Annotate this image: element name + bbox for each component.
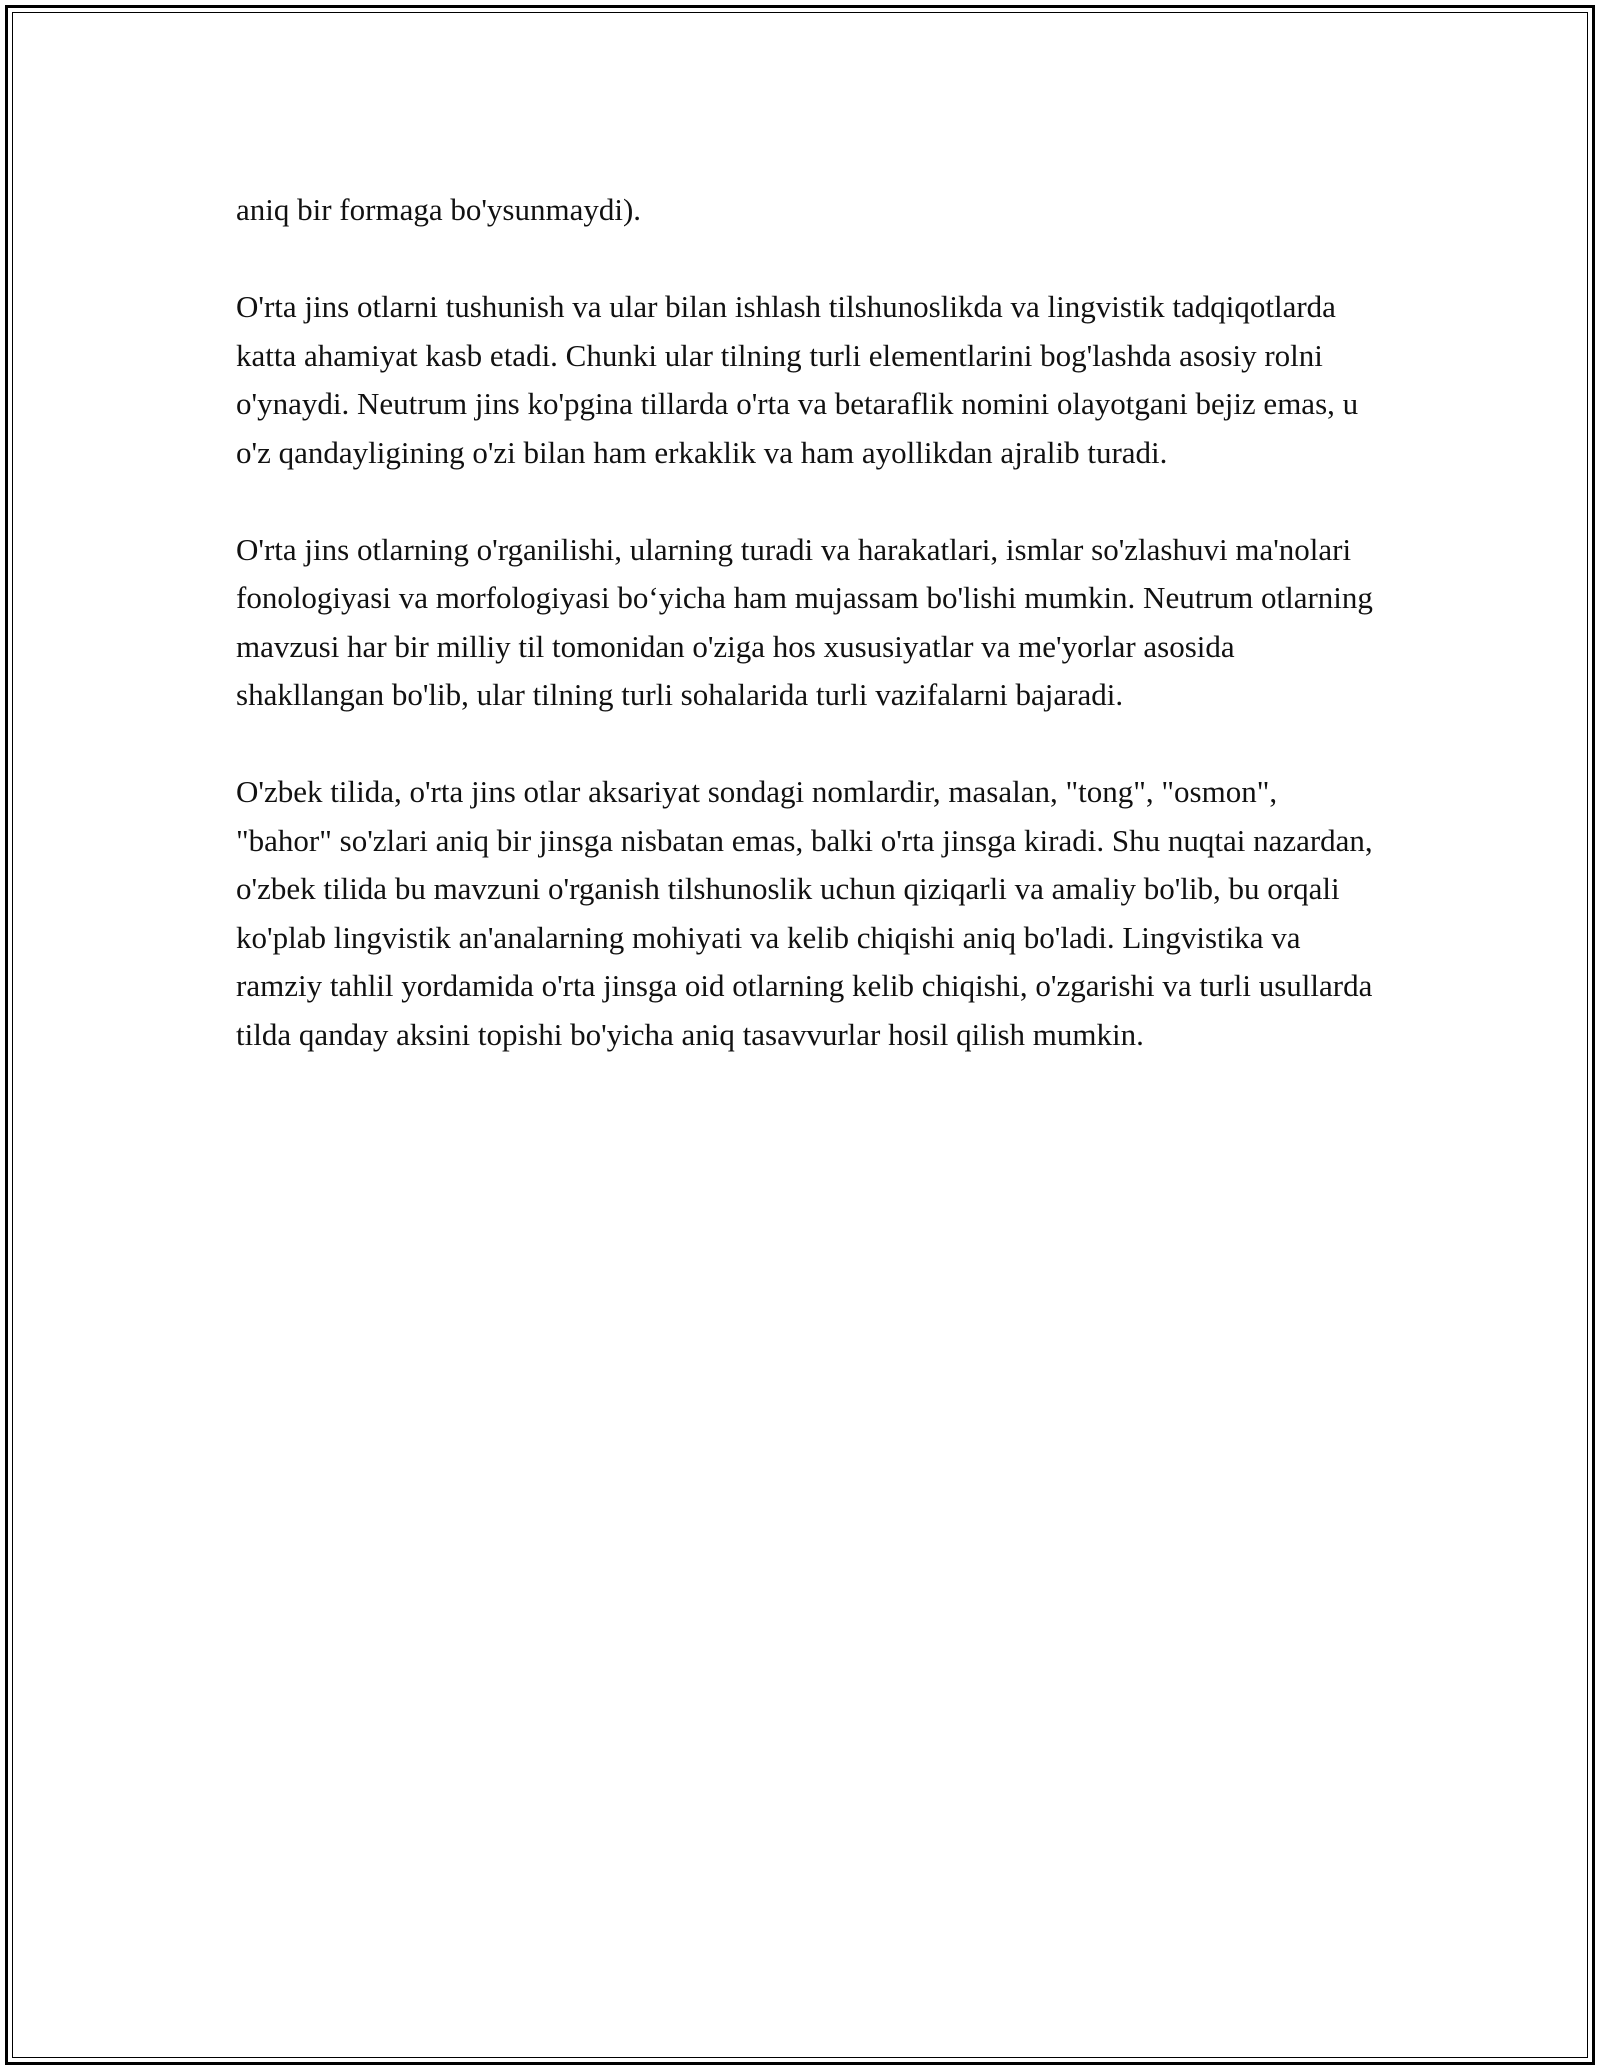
paragraph-4: O'zbek tilida, o'rta jins otlar aksariyat sondagi nomlardir, masalan, "tong", "osmon", "bahor" so'zlari aniq bir jinsga nisbatan emas, balki o'rta jinsga kiradi. Shu nuqtai nazardan, o'zbek tilida bu mavzuni o'rganish tilshunoslik uchun qiziqarli va amaliy bo'lib, bu orqali ko'plab lingvistik an'analarning mohiyati va kelib chiqishi aniq bo'ladi. Lingvistika va ramziy tahlil yordamida o'rta jinsga oid otlarning kelib chiqishi, o'zgarishi va turli usullarda tilda qanday aksini topishi bo'yicha aniq tasavvurlar hosil qilish mumkin. [236, 774, 1373, 1052]
paragraph-2: O'rta jins otlarni tushunish va ular bilan ishlash tilshunoslikda va lingvistik tadqiqotlarda katta ahamiyat kasb etadi. Chunki ular tilning turli elementlarini bog'lashda asosiy rolni o'ynaydi. Neutrum jins ko'pgina tillarda o'rta va betaraflik nomini olayotgani bejiz emas, u o'z qandayligining o'zi bilan ham erkaklik va ham ayollikdan ajralib turadi. [236, 289, 1359, 470]
document-body [236, 186, 1376, 1108]
paragraph-1: aniq bir formaga bo'ysunmaydi). [236, 192, 642, 227]
paragraph-3: O'rta jins otlarning o'rganilishi, ularning turadi va harakatlari, ismlar so'zlashuvi ma'nolari fonologiyasi va morfologiyasi bo‘yicha ham mujassam bo'lishi mumkin. Neutrum otlarning mavzusi har bir milliy til tomonidan o'ziga hos xususiyatlar va me'yorlar asosida shakllangan bo'lib, ular tilning turli sohalarida turli vazifalarni bajaradi. [236, 531, 1373, 712]
